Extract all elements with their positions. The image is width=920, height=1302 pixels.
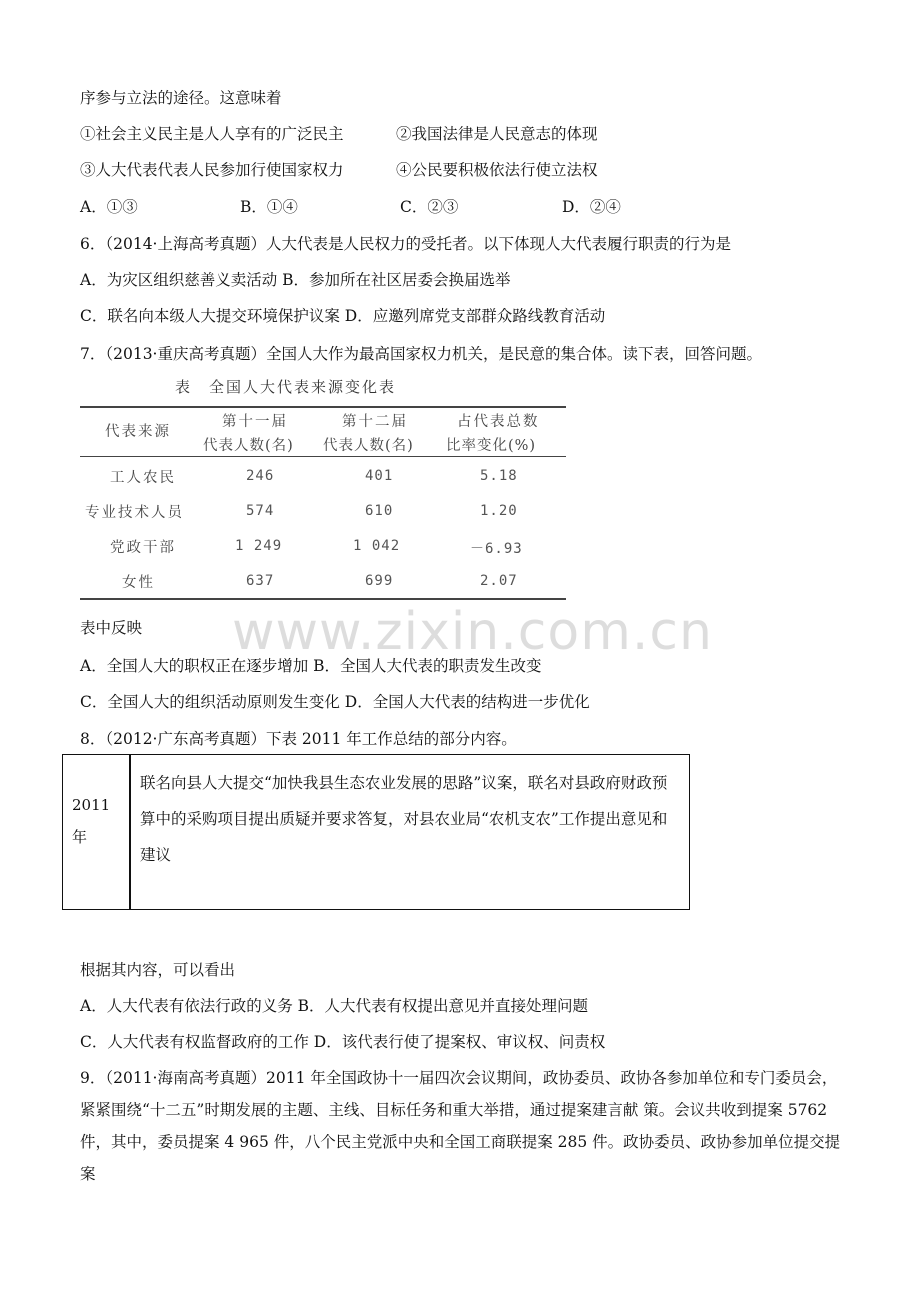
header-source: 代表来源 bbox=[105, 424, 171, 440]
row-workers-change: 5.18 bbox=[480, 468, 518, 484]
q5-statement-1: ①社会主义民主是人人享有的广泛民主 bbox=[80, 125, 344, 143]
row-officials-12th: 1 042 bbox=[353, 538, 401, 554]
row-women-11th: 637 bbox=[246, 573, 275, 589]
q6-options-row-1: A．为灾区组织慈善义卖活动 B．参加所在社区居委会换届选举 bbox=[80, 271, 511, 289]
q8-options-row-1: A．人大代表有依法行政的义务 B．人大代表有权提出意见并直接处理问题 bbox=[80, 997, 589, 1015]
row-workers-12th: 401 bbox=[365, 468, 394, 484]
header-12th: 第十二届 bbox=[342, 414, 408, 430]
header-change: 比率变化(%) bbox=[446, 438, 537, 454]
q5-statement-4: ④公民要积极依法行使立法权 bbox=[396, 161, 598, 179]
table-top-rule bbox=[80, 406, 566, 408]
q5-option-a: A．①③ bbox=[80, 198, 138, 216]
q5-lead: 序参与立法的途径。这意味着 bbox=[80, 89, 282, 107]
header-11th: 第十一届 bbox=[222, 414, 288, 430]
q8-content-cell: 联名向县人大提交“加快我县生态农业发展的思路”议案，联名对县政府财政预算中的采购项目提出质疑并要求答复，对县农业局“农机支农”工作提出意见和建议 bbox=[140, 774, 668, 864]
q5-option-c: C．②③ bbox=[400, 198, 459, 216]
watermark-text: www.zixin.com.cn bbox=[232, 602, 713, 662]
q8-lead: 根据其内容，可以看出 bbox=[80, 961, 236, 979]
row-workers-11th: 246 bbox=[246, 468, 275, 484]
table-divider bbox=[129, 755, 131, 909]
row-women-12th: 699 bbox=[365, 573, 394, 589]
row-professionals-change: 1.20 bbox=[480, 503, 518, 519]
row-women-change: 2.07 bbox=[480, 573, 518, 589]
row-women-label: 女性 bbox=[122, 575, 155, 591]
q8-stem: 8．（2012·广东高考真题）下表 2011 年工作总结的部分内容。 bbox=[80, 730, 517, 748]
q5-statement-2: ②我国法律是人民意志的体现 bbox=[396, 125, 598, 143]
header-11th-count: 代表人数(名) bbox=[203, 438, 294, 454]
q7-table-caption: 表 全国人大代表来源变化表 bbox=[175, 378, 397, 396]
row-professionals-12th: 610 bbox=[365, 503, 394, 519]
q8-table bbox=[62, 754, 690, 910]
row-professionals-label: 专业技术人员 bbox=[85, 505, 184, 521]
q8-year-cell: 2011 年 bbox=[72, 796, 111, 846]
row-professionals-11th: 574 bbox=[246, 503, 275, 519]
header-12th-count: 代表人数(名) bbox=[323, 438, 414, 454]
q6-options-row-2: C．联名向本级人大提交环境保护议案 D．应邀列席党支部群众路线教育活动 bbox=[80, 307, 606, 325]
q6-stem: 6．（2014·上海高考真题）人大代表是人民权力的受托者。以下体现人大代表履行职责的行为是 bbox=[80, 235, 731, 253]
q7-stem: 7．（2013·重庆高考真题）全国人大作为最高国家权力机关，是民意的集合体。读下表，回答问题。 bbox=[80, 345, 762, 363]
row-officials-label: 党政干部 bbox=[110, 540, 176, 556]
q5-option-d: D．②④ bbox=[562, 198, 621, 216]
q5-option-b: B．①④ bbox=[240, 198, 298, 216]
q8-options-row-2: C．人大代表有权监督政府的工作 D．该代表行使了提案权、审议权、问责权 bbox=[80, 1033, 606, 1051]
row-officials-11th: 1 249 bbox=[235, 538, 283, 554]
q9-stem: 9．（2011·海南高考真题）2011 年全国政协十一届四次会议期间，政协委员、政协各参加单位和专门委员会，紧紧围绕“十二五”时期发展的主题、主线、目标任务和重大举措，通过提案建言献 策。会议共收到提案 5762 件，其中，委员提案 4 965 件，八个民主党派中央和全国工商联提案 285 件。政协委员、政协参加单位提交提案 bbox=[80, 1069, 841, 1183]
table-bottom-rule bbox=[80, 598, 566, 600]
q7-lead: 表中反映 bbox=[80, 619, 143, 637]
header-share: 占代表总数 bbox=[457, 414, 540, 430]
q5-statement-3: ③人大代表代表人民参加行使国家权力 bbox=[80, 161, 344, 179]
table-header-rule bbox=[80, 456, 566, 457]
row-workers-label: 工人农民 bbox=[110, 470, 176, 486]
q7-options-row-2: C．全国人大的组织活动原则发生变化 D．全国人大代表的结构进一步优化 bbox=[80, 693, 590, 711]
q7-options-row-1: A．全国人大的职权正在逐步增加 B．全国人大代表的职责发生改变 bbox=[80, 657, 542, 675]
row-officials-change: －6.93 bbox=[470, 541, 523, 557]
